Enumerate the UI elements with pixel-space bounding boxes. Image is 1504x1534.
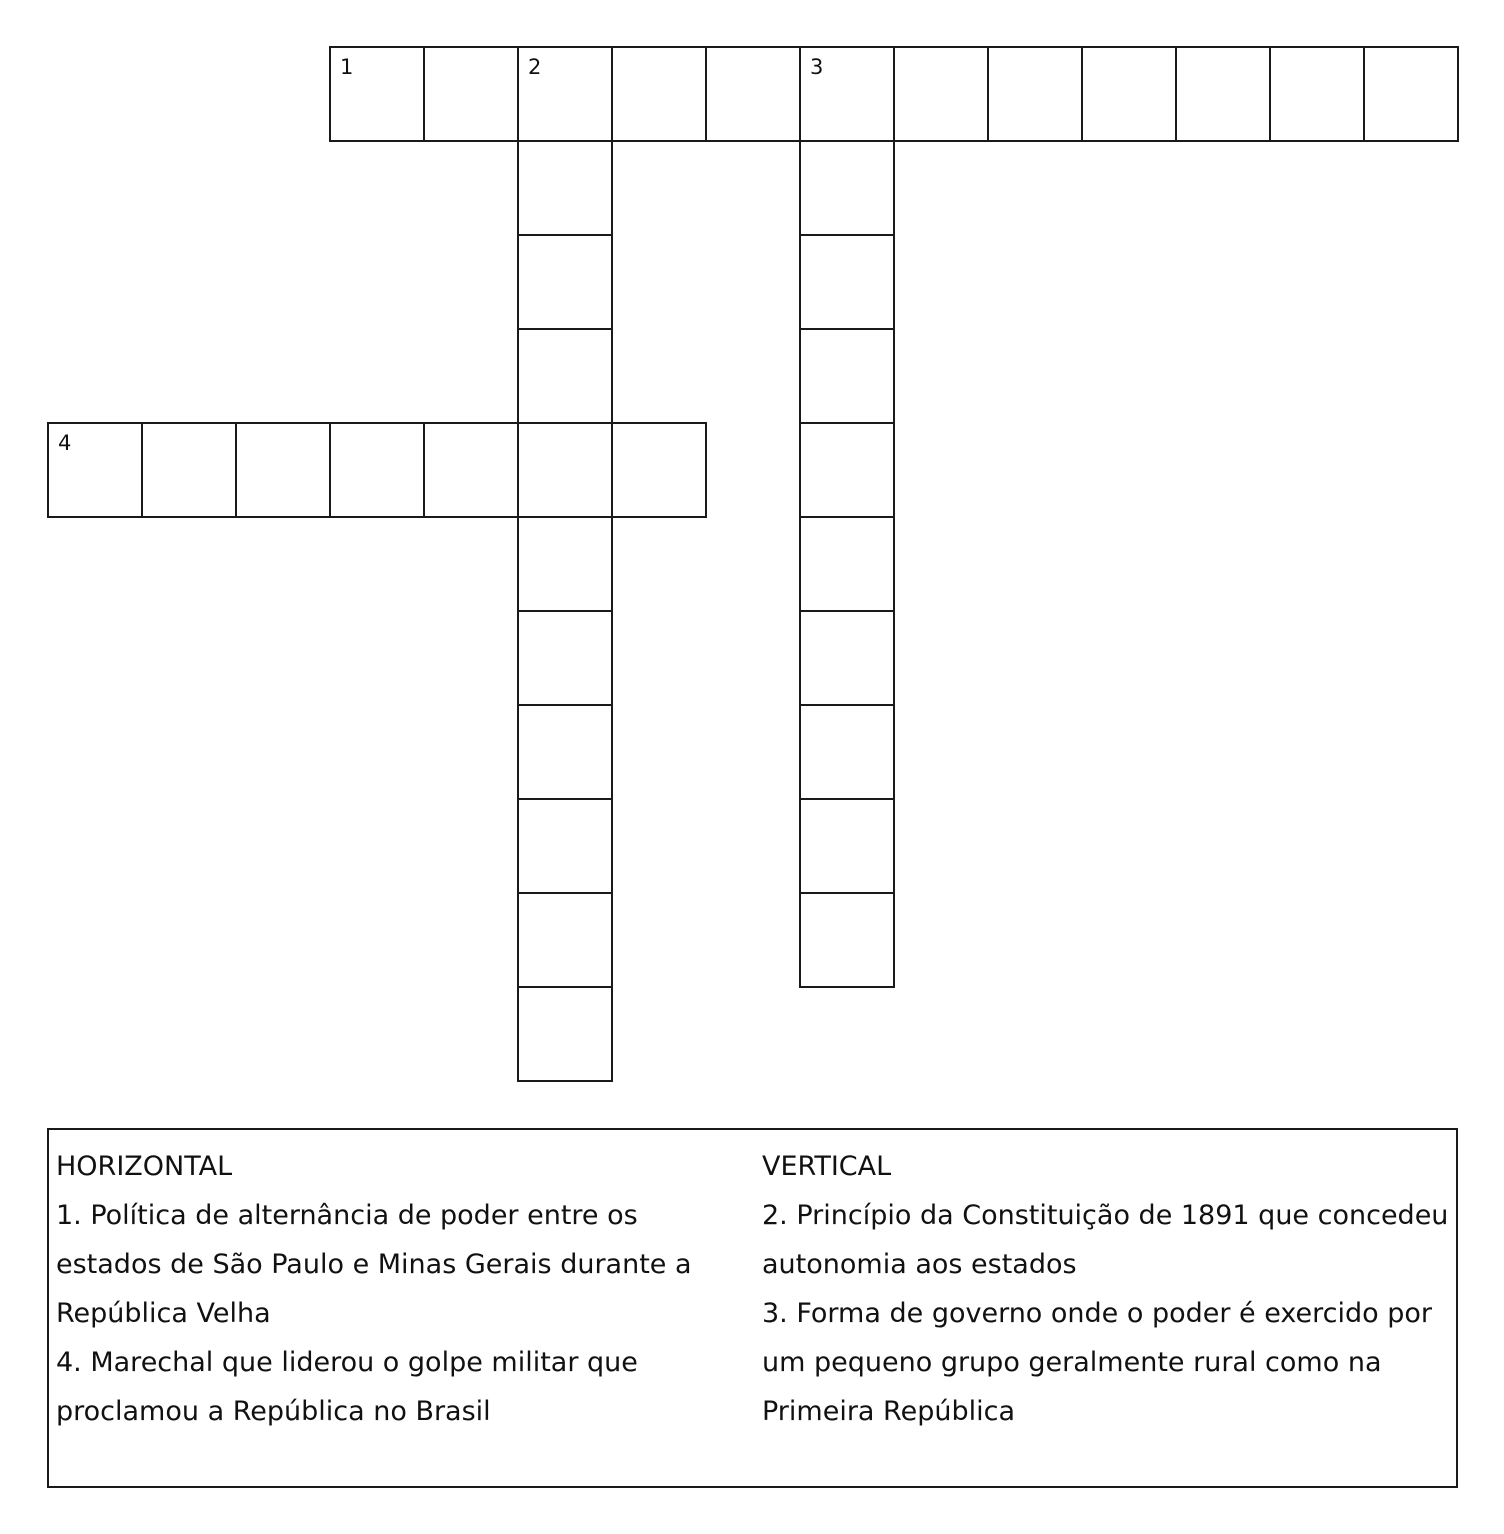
horizontal-heading: HORIZONTAL [56,1151,233,1182]
crossword-cell[interactable] [517,798,613,894]
crossword-cell[interactable] [423,422,519,518]
horizontal-clue-line: estados de São Paulo e Minas Gerais durante a [56,1249,692,1280]
vertical-clue-line: 3. Forma de governo onde o poder é exercido por [762,1298,1433,1329]
crossword-cell[interactable] [799,46,895,142]
crossword-cell[interactable] [47,422,143,518]
crossword-cell[interactable] [1081,46,1177,142]
vertical-clue-line: Primeira República [762,1396,1015,1427]
crossword-cell[interactable] [1363,46,1459,142]
horizontal-clues [56,1142,716,1436]
crossword-cell[interactable] [235,422,331,518]
crossword-cell[interactable] [329,46,425,142]
crossword-cell[interactable] [517,986,613,1082]
horizontal-clue-line: proclamou a República no Brasil [56,1396,491,1427]
horizontal-clue-line: República Velha [56,1298,271,1329]
crossword-cell[interactable] [517,422,613,518]
crossword-cell[interactable] [799,234,895,330]
crossword-cell[interactable] [987,46,1083,142]
crossword-cell[interactable] [423,46,519,142]
crossword-cell[interactable] [329,422,425,518]
crossword-cell[interactable] [799,610,895,706]
clue-number: 2 [528,55,542,79]
crossword-cell[interactable] [799,798,895,894]
vertical-clue-line: autonomia aos estados [762,1249,1077,1280]
crossword-cell[interactable] [517,46,613,142]
crossword-cell[interactable] [799,328,895,424]
crossword-cell[interactable] [799,516,895,612]
crossword-cell[interactable] [611,46,707,142]
crossword-cell[interactable] [141,422,237,518]
horizontal-clue-line: 1. Política de alternância de poder entre os [56,1200,638,1231]
crossword-cell[interactable] [799,892,895,988]
crossword-cell[interactable] [517,892,613,988]
vertical-clue-line: um pequeno grupo geralmente rural como na [762,1347,1382,1378]
crossword-cell[interactable] [517,704,613,800]
clues-box [47,1128,1458,1488]
crossword-cell[interactable] [799,140,895,236]
vertical-clue-line: 2. Princípio da Constituição de 1891 que concedeu [762,1200,1449,1231]
horizontal-clue-line: 4. Marechal que liderou o golpe militar que [56,1347,638,1378]
vertical-heading: VERTICAL [762,1151,892,1182]
crossword-cell[interactable] [893,46,989,142]
crossword-cell[interactable] [517,516,613,612]
crossword-cell[interactable] [517,610,613,706]
vertical-clues [762,1142,1452,1436]
crossword-cell[interactable] [799,422,895,518]
crossword-cell[interactable] [517,140,613,236]
clue-number: 1 [340,55,354,79]
crossword-cell[interactable] [611,422,707,518]
crossword-cell[interactable] [1175,46,1271,142]
crossword-cell[interactable] [517,328,613,424]
crossword-cell[interactable] [517,234,613,330]
clue-number: 3 [810,55,824,79]
crossword-cell[interactable] [705,46,801,142]
crossword-cell[interactable] [1269,46,1365,142]
crossword-cell[interactable] [799,704,895,800]
clue-number: 4 [58,431,72,455]
